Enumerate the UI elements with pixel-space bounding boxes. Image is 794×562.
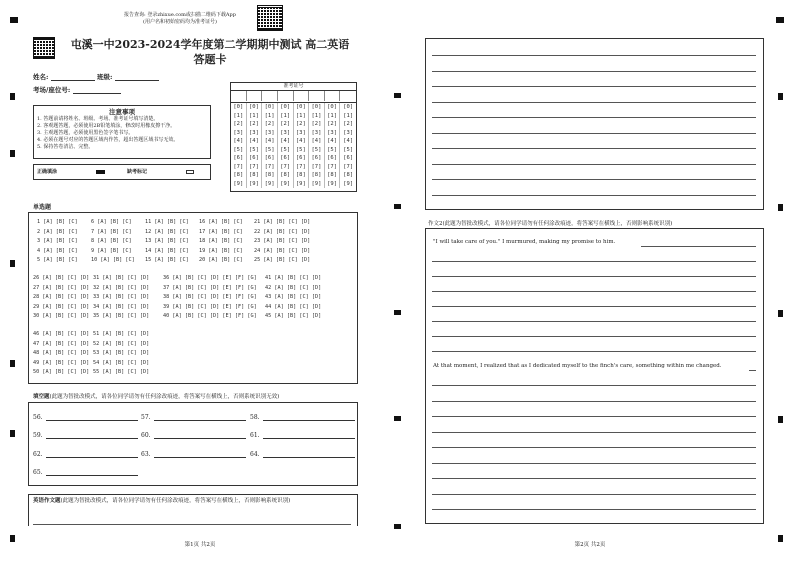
choice-item[interactable]: 52 [A] [B] [C] [D] — [93, 340, 150, 347]
exam-id-bubble[interactable]: [3] — [343, 129, 354, 136]
seat-label: 考场/座位号: — [33, 86, 71, 94]
choice-item[interactable]: 37 [A] [B] [C] [D] [E] [F] [G] — [163, 284, 257, 291]
choice-item[interactable]: 19 [A] [B] [C] — [199, 247, 243, 254]
exam-id-bubble[interactable]: [7] — [294, 163, 310, 172]
writing-line[interactable] — [432, 463, 756, 464]
single-choice-title: 单选题 — [33, 204, 52, 211]
fill-blank-line[interactable] — [46, 450, 138, 458]
writing-line[interactable] — [432, 291, 756, 292]
composition2-header — [428, 219, 672, 227]
exam-id-bubble[interactable]: [4] — [247, 137, 263, 146]
writing-line[interactable] — [432, 432, 756, 433]
exam-id-bubble[interactable]: [1] — [262, 112, 278, 121]
composition2-sentence1: "I will take care of you." I murmured, making my promise to him. — [433, 239, 616, 245]
choice-item[interactable]: 26 [A] [B] [C] [D] — [33, 275, 90, 281]
choice-item[interactable]: 13 [A] [B] [C] — [145, 238, 189, 244]
exam-id-bubble[interactable]: [5] — [231, 146, 247, 155]
exam-id-bubble[interactable]: [4] — [325, 137, 341, 146]
notice-item: 5. 保持答卷清洁、完整。 — [37, 144, 94, 150]
writing-line[interactable] — [432, 509, 756, 510]
writing-line[interactable] — [432, 385, 756, 386]
exam-id-bubble[interactable]: [9] — [231, 180, 247, 189]
exam-id-bubble[interactable]: [6] — [325, 154, 341, 163]
choice-item[interactable]: 50 [A] [B] [C] [D] — [33, 369, 90, 375]
exam-id-bubble[interactable]: [9] — [294, 180, 310, 189]
name-label: 姓名: — [33, 73, 49, 81]
exam-id-bubble[interactable]: [4] — [262, 137, 278, 146]
fill-blank-line[interactable] — [154, 413, 246, 421]
fill-blank-line[interactable] — [46, 431, 138, 439]
exam-id-bubble[interactable]: [3] — [262, 129, 278, 138]
exam-id-bubble[interactable]: [4] — [343, 138, 354, 144]
writing-line[interactable] — [432, 447, 756, 448]
exam-id-bubble[interactable]: [5] — [325, 146, 341, 155]
page-subtitle: 答题卡 — [193, 53, 227, 66]
alignment-mark — [776, 17, 784, 23]
exam-id-bubble[interactable]: [5] — [309, 146, 325, 155]
exam-id-bubble[interactable]: [9] — [262, 180, 278, 189]
writing-line[interactable] — [432, 179, 756, 180]
writing-line[interactable] — [432, 306, 756, 307]
notice-item: 4. 必须在题号对应的答题区域内作答，超出答题区域书写无效。 — [37, 137, 179, 143]
exam-id-bubble[interactable]: [2] — [262, 120, 278, 129]
notice-box — [33, 105, 211, 159]
exam-id-bubble[interactable]: [7] — [247, 163, 263, 172]
exam-id-bubble[interactable]: [4] — [294, 137, 310, 146]
correct-fill-sample — [96, 170, 105, 174]
exam-id-bubble[interactable]: [5] — [343, 146, 354, 153]
writing-line[interactable] — [432, 71, 756, 72]
exam-id-bubble[interactable]: [6] — [262, 154, 278, 163]
alignment-mark — [10, 93, 15, 100]
fill-example-box — [33, 164, 211, 180]
exam-id-bubble[interactable]: [6] — [309, 154, 325, 163]
exam-id-bubble[interactable]: [0] — [278, 103, 294, 112]
notice-item: 1. 答题前请将姓名、班级、考场、准考证号填写清楚。 — [37, 116, 159, 122]
choice-item[interactable]: 42 [A] [B] [C] [D] — [265, 284, 322, 291]
exam-id-bubble[interactable]: [7] — [309, 163, 325, 172]
choice-item[interactable]: 2 [A] [B] [C] — [37, 228, 78, 235]
composition2-sentence2: At that moment, I realized that as I dedicated myself to the finch's care, something within me changed. — [433, 363, 722, 369]
alignment-mark — [778, 93, 783, 100]
choice-item[interactable]: 53 [A] [B] [C] [D] — [93, 350, 150, 356]
exam-id-bubble[interactable]: [6] — [231, 154, 247, 163]
exam-id-bubble[interactable]: [4] — [309, 137, 325, 146]
qr-code-icon — [33, 37, 55, 59]
notice-title: 注意事项 — [109, 108, 135, 116]
exam-id-bubble[interactable]: [4] — [231, 137, 247, 146]
exam-id-bubble[interactable]: [9] — [278, 180, 294, 189]
choice-item[interactable]: 48 [A] [B] [C] [D] — [33, 350, 90, 356]
composition2-box[interactable] — [425, 228, 764, 524]
writing-line[interactable] — [432, 401, 756, 402]
missing-mark-label: 缺考标记 — [127, 169, 148, 175]
writing-line[interactable] — [432, 494, 756, 495]
choice-item[interactable]: 28 [A] [B] [C] [D] — [33, 294, 90, 300]
choice-item[interactable]: 20 [A] [B] [C] — [199, 257, 243, 263]
choice-item[interactable]: 11 [A] [B] [C] — [145, 219, 189, 225]
fill-blank-number: 61. — [250, 432, 260, 439]
exam-id-bubble[interactable]: [3] — [294, 129, 310, 138]
fill-blank-row — [250, 431, 355, 439]
choice-item[interactable]: 32 [A] [B] [C] [D] — [93, 284, 150, 291]
choice-item[interactable]: 10 [A] [B] [C] — [91, 257, 135, 263]
choice-item[interactable]: 40 [A] [B] [C] [D] [E] [F] [G] — [163, 313, 257, 319]
choice-item[interactable]: 21 [A] [B] [C] [D] — [254, 219, 311, 225]
notice-item: 3. 主观题答题，必须使用黑色签字笔书写。 — [37, 130, 134, 136]
choice-item[interactable]: 27 [A] [B] [C] [D] — [33, 284, 90, 291]
alignment-mark — [778, 204, 783, 211]
fill-blank-row — [141, 431, 246, 439]
exam-id-bubble[interactable]: [8] — [278, 171, 294, 180]
exam-id-bubble[interactable]: [1] — [231, 112, 247, 121]
choice-item[interactable]: 8 [A] [B] [C] — [91, 238, 132, 244]
choice-item[interactable]: 54 [A] [B] [C] [D] — [93, 359, 150, 366]
exam-id-bubble[interactable]: [7] — [262, 163, 278, 172]
choice-item[interactable]: 18 [A] [B] [C] — [199, 238, 243, 244]
exam-id-bubble[interactable]: [3] — [309, 129, 325, 138]
alignment-mark — [10, 17, 18, 23]
choice-item[interactable]: 3 [A] [B] [C] — [37, 238, 78, 244]
fill-blank-number: 58. — [250, 414, 260, 421]
choice-item[interactable]: 17 [A] [B] [C] — [199, 228, 243, 235]
alignment-mark — [778, 310, 783, 317]
composition-box[interactable] — [28, 494, 358, 526]
fill-blank-line[interactable] — [154, 450, 246, 458]
alignment-mark — [10, 535, 15, 542]
exam-id-bubble[interactable]: [5] — [294, 146, 310, 155]
fill-blank-number: 59. — [33, 432, 43, 439]
exam-id-bubble[interactable]: [2] — [247, 120, 263, 129]
alignment-mark — [394, 204, 401, 209]
exam-id-bubble[interactable]: [6] — [278, 154, 294, 163]
fill-blank-line[interactable] — [46, 413, 138, 421]
exam-id-bubble[interactable]: [1] — [247, 112, 263, 121]
writing-line[interactable] — [432, 336, 756, 337]
page-title: 屯溪一中2023-2024学年度第二学期期中测试 高二英语 — [70, 38, 350, 51]
student-info — [33, 73, 159, 81]
fill-blank-instruction: (此题为智批改模式，请各位同学请勿有任何涂改痕迹，将答案写在横线上，否则系统识别无效) — [49, 394, 280, 400]
fill-blank-number: 56. — [33, 414, 43, 421]
class-field[interactable] — [115, 74, 159, 81]
exam-id-bubble[interactable]: [2] — [325, 120, 341, 129]
exam-id-bubble[interactable]: [3] — [325, 129, 341, 138]
exam-id-label: 准考证号 — [231, 83, 356, 91]
writing-line[interactable] — [33, 524, 351, 525]
exam-id-bubble[interactable]: [8] — [262, 171, 278, 180]
writing-line[interactable] — [432, 276, 756, 277]
alignment-mark — [778, 535, 783, 542]
writing-line[interactable] — [432, 261, 756, 262]
fill-blank-line[interactable] — [46, 468, 138, 476]
exam-id-bubble[interactable]: [2] — [343, 121, 354, 127]
exam-id-box — [230, 82, 357, 192]
page-number: 第1页 共2页 — [184, 542, 216, 548]
notice-item: 2. 客观题答题，必须使用2B铅笔填涂，修改时用橡皮擦干净。 — [37, 123, 176, 129]
fill-blank-box — [28, 402, 358, 486]
alignment-mark — [10, 360, 15, 367]
choice-item[interactable]: 35 [A] [B] [C] [D] — [93, 313, 150, 319]
choice-item[interactable]: 55 [A] [B] [C] [D] — [93, 369, 150, 375]
fill-blank-row — [250, 450, 355, 458]
exam-id-bubble[interactable]: [7] — [278, 163, 294, 172]
seat-info — [33, 86, 121, 94]
choice-item[interactable]: 5 [A] [B] [C] — [37, 257, 78, 263]
exam-id-bubble[interactable]: [0] — [309, 103, 325, 112]
choice-item[interactable]: 30 [A] [B] [C] [D] — [33, 313, 90, 319]
fill-blank-row — [250, 413, 355, 421]
choice-item[interactable]: 4 [A] [B] [C] — [37, 247, 78, 254]
choice-item[interactable]: 15 [A] [B] [C] — [145, 257, 189, 263]
exam-id-bubble[interactable]: [9] — [343, 180, 354, 187]
correct-fill-label: 正确填涂 — [37, 169, 58, 175]
writing-line[interactable] — [432, 195, 756, 196]
exam-id-bubble[interactable]: [1] — [278, 112, 294, 121]
fill-blank-number: 57. — [141, 414, 151, 421]
exam-id-bubble[interactable]: [5] — [262, 146, 278, 155]
exam-id-bubble[interactable]: [5] — [278, 146, 294, 155]
choice-item[interactable]: 34 [A] [B] [C] [D] — [93, 303, 150, 310]
composition-title: 英语作文题 — [33, 498, 61, 504]
exam-id-bubble[interactable]: [0] — [262, 103, 278, 112]
exam-id-bubble[interactable]: [9] — [309, 180, 325, 189]
fill-blank-row — [33, 431, 138, 439]
choice-item[interactable]: 9 [A] [B] [C] — [91, 247, 132, 254]
writing-box-top[interactable] — [425, 38, 764, 210]
name-field[interactable] — [51, 74, 95, 81]
choice-item[interactable]: 47 [A] [B] [C] [D] — [33, 340, 90, 347]
exam-id-bubble[interactable]: [3] — [231, 129, 247, 138]
exam-id-bubble[interactable]: [6] — [343, 155, 354, 161]
exam-id-bubble[interactable]: [9] — [325, 180, 341, 189]
exam-id-bubble-grid[interactable] — [231, 102, 356, 188]
exam-id-bubble[interactable]: [0] — [231, 103, 247, 112]
exam-id-bubble[interactable]: [7] — [325, 163, 341, 172]
exam-id-bubble[interactable]: [8] — [294, 171, 310, 180]
writing-line[interactable] — [432, 55, 756, 56]
writing-line[interactable] — [432, 102, 756, 103]
choice-item[interactable]: 29 [A] [B] [C] [D] — [33, 303, 90, 310]
choice-item[interactable]: 39 [A] [B] [C] [D] [E] [F] [G] — [163, 303, 257, 310]
alignment-mark — [10, 150, 15, 157]
exam-id-bubble[interactable]: [7] — [343, 163, 354, 170]
choice-item[interactable]: 38 [A] [B] [C] [D] [E] [F] [G] — [163, 294, 257, 300]
exam-id-bubble[interactable]: [8] — [309, 171, 325, 180]
fill-blank-number: 65. — [33, 469, 43, 476]
fill-blank-number: 63. — [141, 451, 151, 458]
writing-line[interactable] — [432, 351, 756, 352]
composition2-title: 作文2 — [428, 221, 443, 227]
choice-item[interactable]: 45 [A] [B] [C] [D] — [265, 313, 322, 319]
alignment-mark — [10, 430, 15, 437]
choice-item[interactable]: 51 [A] [B] [C] [D] — [93, 331, 150, 337]
exam-id-bubble[interactable]: [9] — [247, 180, 263, 189]
composition-instruction: (此题为智批改模式，请各位同学请勿有任何涂改痕迹，将答案写在横线上，否则影响系统识别) — [60, 498, 291, 504]
alignment-mark — [10, 260, 15, 267]
fill-blank-title: 填空题 — [33, 394, 50, 400]
fill-blank-line[interactable] — [263, 450, 355, 458]
choice-item[interactable]: 49 [A] [B] [C] [D] — [33, 359, 90, 366]
choice-item[interactable]: 31 [A] [B] [C] [D] — [93, 275, 150, 281]
exam-id-bubble[interactable]: [7] — [231, 163, 247, 172]
exam-id-bubble[interactable]: [8] — [247, 171, 263, 180]
writing-line[interactable] — [432, 416, 756, 417]
choice-item[interactable]: 36 [A] [B] [C] [D] [E] [F] [G] — [163, 275, 257, 281]
page-number: 第2页 共2页 — [574, 542, 606, 548]
choice-item[interactable]: 25 [A] [B] [C] [D] — [254, 257, 311, 263]
exam-id-bubble[interactable]: [8] — [343, 172, 354, 178]
writing-line[interactable] — [432, 321, 756, 322]
choice-item[interactable]: 41 [A] [B] [C] [D] — [265, 275, 322, 281]
fill-blank-line[interactable] — [263, 431, 355, 439]
exam-id-bubble[interactable]: [0] — [247, 103, 263, 112]
choice-item[interactable]: 23 [A] [B] [C] [D] — [254, 238, 311, 244]
class-label: 班级: — [96, 73, 113, 81]
fill-blank-number: 62. — [33, 451, 43, 458]
missing-mark-box[interactable] — [186, 170, 194, 174]
fill-blank-number: 64. — [250, 451, 260, 458]
exam-id-bubble[interactable]: [6] — [294, 154, 310, 163]
exam-id-bubble[interactable]: [6] — [247, 154, 263, 163]
choice-item[interactable]: 14 [A] [B] [C] — [145, 247, 189, 254]
writing-line[interactable] — [432, 148, 756, 149]
single-choice-box — [28, 212, 358, 384]
writing-line[interactable] — [432, 86, 756, 87]
fill-blank-row — [141, 413, 246, 421]
choice-item[interactable]: 6 [A] [B] [C] — [91, 219, 132, 225]
exam-id-bubble[interactable]: [2] — [231, 120, 247, 129]
choice-item[interactable]: 33 [A] [B] [C] [D] — [93, 294, 150, 300]
exam-id-bubble[interactable]: [1] — [309, 112, 325, 121]
exam-id-bubble[interactable]: [1] — [294, 112, 310, 121]
report-query-note: (用户名和初始密码均为准考证号) — [143, 19, 217, 25]
composition2-instruction: (此题为智批改模式，请各位同学请勿有任何涂改痕迹，将答案写在横线上，否则影响系统识别) — [442, 221, 673, 227]
choice-item[interactable]: 24 [A] [B] [C] [D] — [254, 247, 311, 254]
exam-id-bubble[interactable]: [0] — [343, 104, 354, 110]
choice-item[interactable]: 22 [A] [B] [C] [D] — [254, 228, 311, 235]
writing-line[interactable] — [432, 164, 756, 165]
writing-line[interactable] — [641, 246, 756, 247]
fill-blank-row — [33, 450, 138, 458]
qr-code-icon — [257, 5, 283, 31]
choice-item[interactable]: 12 [A] [B] [C] — [145, 228, 189, 235]
fill-blank-line[interactable] — [154, 431, 246, 439]
exam-id-bubble[interactable]: [4] — [278, 137, 294, 146]
fill-blank-row — [141, 450, 246, 458]
choice-item[interactable]: 46 [A] [B] [C] [D] — [33, 331, 90, 337]
exam-id-bubble[interactable]: [5] — [247, 146, 263, 155]
writing-line[interactable] — [432, 478, 756, 479]
report-query-line: 报告查询: 登录zhixue.com或扫描二维码下载App — [124, 12, 236, 18]
fill-blank-line[interactable] — [263, 413, 355, 421]
exam-id-bubble[interactable]: [8] — [325, 171, 341, 180]
choice-item[interactable]: 1 [A] [B] [C] — [37, 219, 78, 225]
choice-item[interactable]: 7 [A] [B] [C] — [91, 228, 132, 235]
exam-id-bubble[interactable]: [8] — [231, 171, 247, 180]
fill-blank-number: 60. — [141, 432, 151, 439]
alignment-mark — [394, 524, 401, 529]
alignment-mark — [394, 416, 401, 421]
exam-id-bubble[interactable]: [3] — [247, 129, 263, 138]
exam-id-bubble[interactable]: [0] — [325, 103, 341, 112]
alignment-mark — [394, 93, 401, 98]
writing-line[interactable] — [749, 370, 756, 371]
exam-id-bubble[interactable]: [2] — [309, 120, 325, 129]
fill-blank-row — [33, 468, 138, 476]
choice-item[interactable]: 16 [A] [B] [C] — [199, 219, 243, 225]
alignment-mark — [394, 310, 401, 315]
exam-id-bubble[interactable]: [0] — [294, 103, 310, 112]
choice-item[interactable]: 44 [A] [B] [C] [D] — [265, 303, 322, 310]
fill-blank-header — [33, 392, 279, 400]
alignment-mark — [778, 416, 783, 423]
exam-id-bubble[interactable]: [1] — [325, 112, 341, 121]
writing-line[interactable] — [432, 133, 756, 134]
fill-blank-row — [33, 413, 138, 421]
exam-id-bubble[interactable]: [2] — [294, 120, 310, 129]
exam-id-bubble[interactable]: [3] — [278, 129, 294, 138]
exam-id-bubble[interactable]: [1] — [343, 112, 354, 119]
choice-item[interactable]: 43 [A] [B] [C] [D] — [265, 294, 322, 300]
exam-id-bubble[interactable]: [2] — [278, 120, 294, 129]
seat-field[interactable] — [73, 87, 121, 94]
writing-line[interactable] — [432, 117, 756, 118]
